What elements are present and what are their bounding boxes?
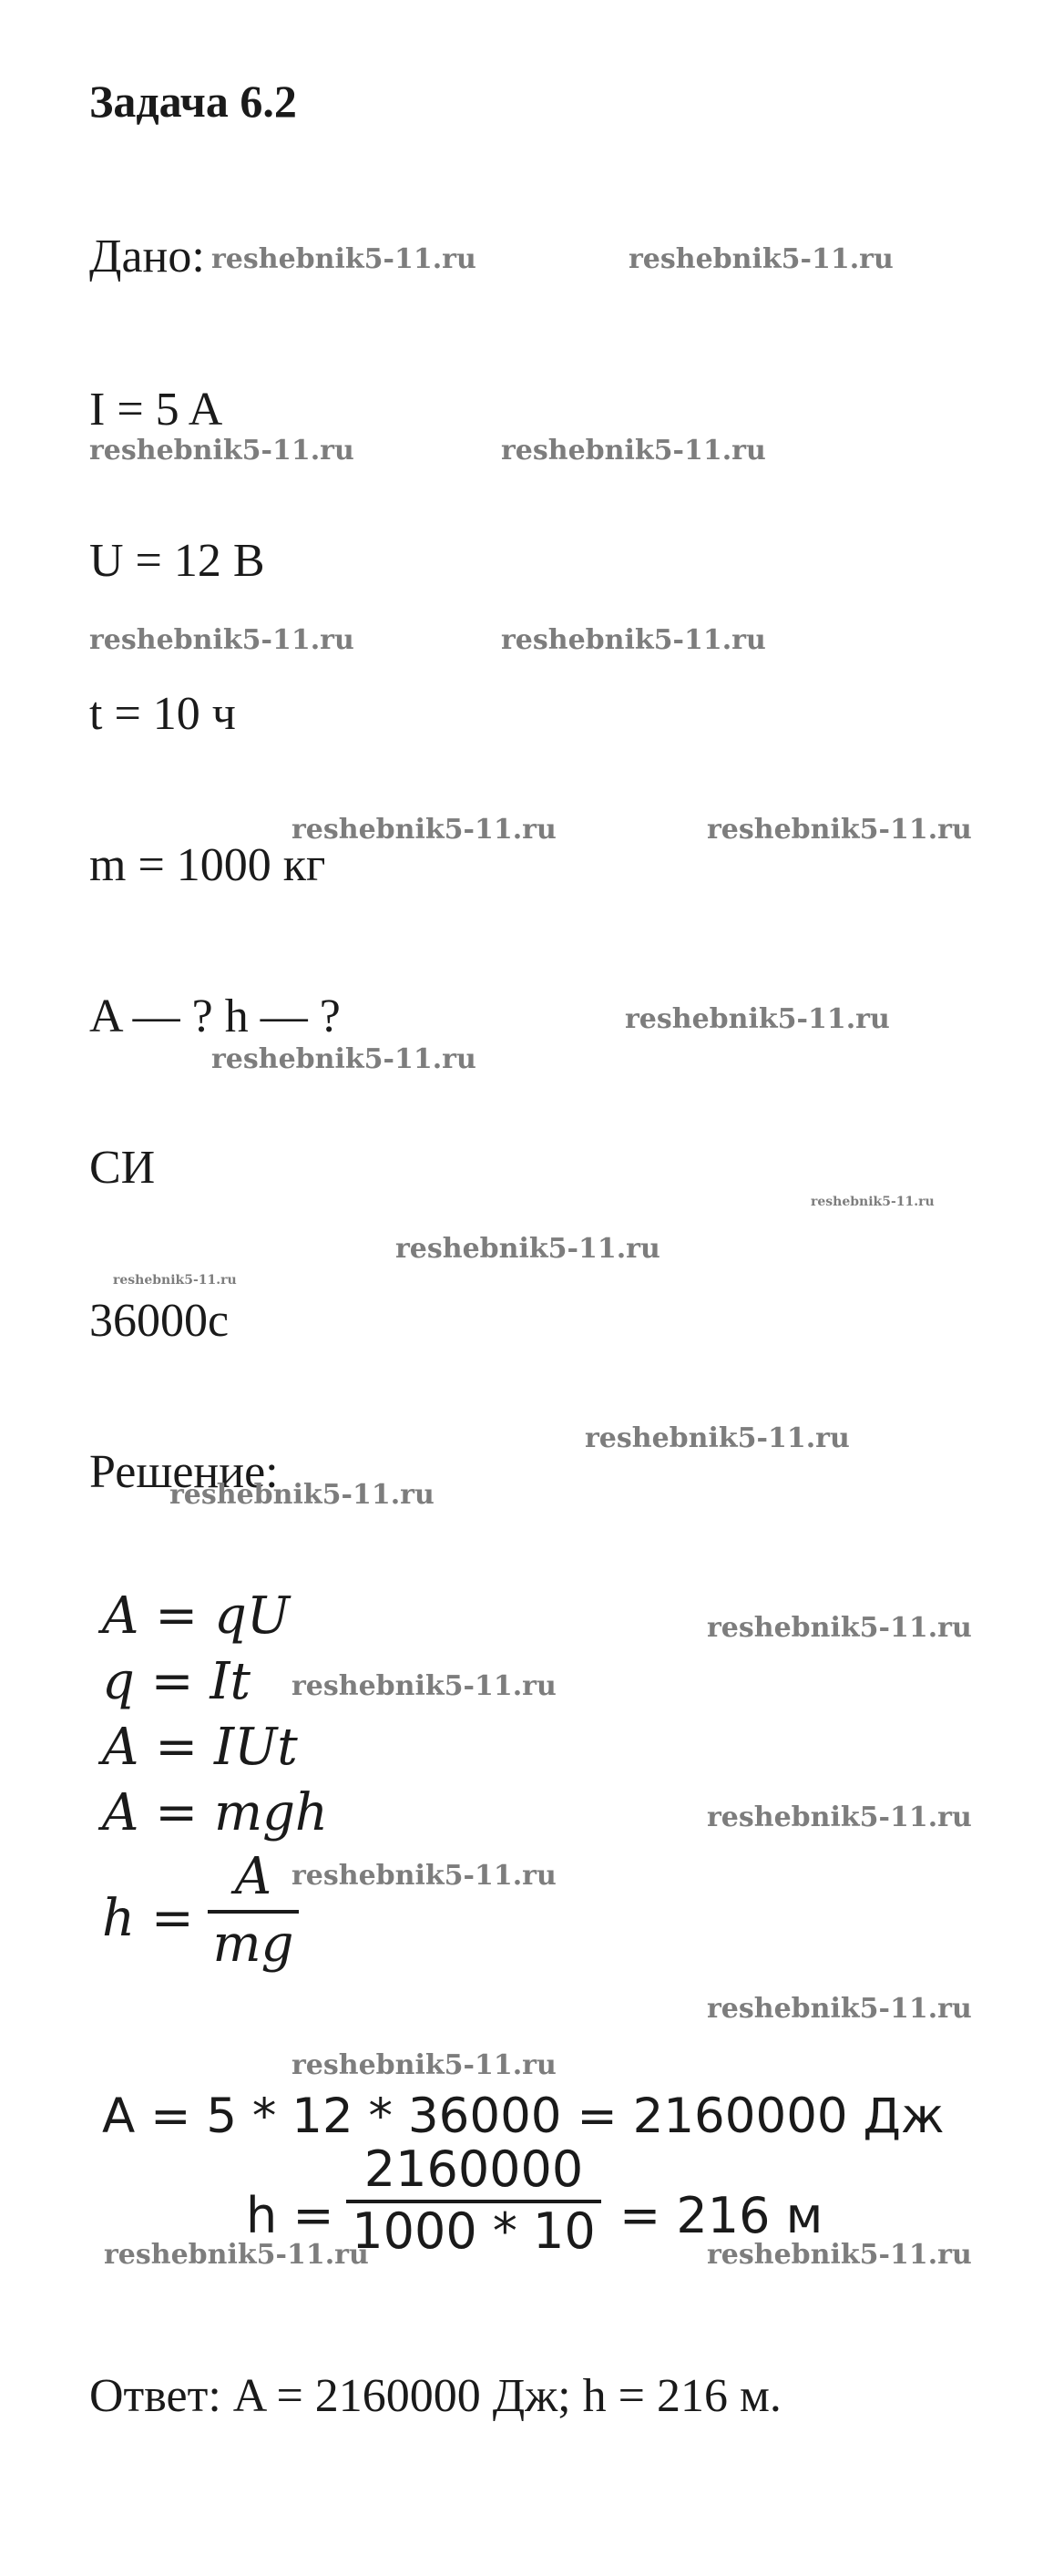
given-voltage: U = 12 B [89, 535, 265, 587]
given-current: I = 5 A [89, 384, 223, 436]
watermark: reshebnik5-11.ru [211, 1043, 476, 1075]
watermark: reshebnik5-11.ru [585, 1422, 850, 1454]
watermark: reshebnik5-11.ru [291, 1860, 557, 1892]
watermark: reshebnik5-11.ru [89, 435, 354, 467]
answer: Ответ: A = 2160000 Дж; h = 216 м. [89, 2370, 782, 2422]
watermark: reshebnik5-11.ru [625, 1003, 890, 1035]
calc-height-rhs: = 216 м [619, 2187, 823, 2244]
formula-height-fraction [208, 1847, 299, 1974]
watermark: reshebnik5-11.ru [707, 2239, 972, 2271]
si-heading: СИ [89, 1142, 156, 1194]
watermark: reshebnik5-11.ru [89, 624, 354, 656]
watermark: reshebnik5-11.ru [501, 435, 766, 467]
calc-height-fraction [346, 2145, 601, 2260]
watermark: reshebnik5-11.ru [291, 1670, 557, 1702]
si-time-value: 36000с [89, 1295, 230, 1347]
formula-charge: q = It [102, 1652, 251, 1711]
watermark: reshebnik5-11.ru [707, 814, 972, 846]
task-title: Задача 6.2 [89, 76, 297, 127]
watermark: reshebnik5-11.ru [291, 814, 557, 846]
calc-height-fraction-clip [346, 2145, 601, 2273]
watermark: reshebnik5-11.ru [629, 243, 894, 275]
watermark: reshebnik5-11.ru [291, 2049, 557, 2081]
watermark: reshebnik5-11.ru [501, 624, 766, 656]
calc-fraction-denominator: 1000 * 10 [352, 2202, 596, 2260]
fraction-numerator: A [234, 1847, 272, 1906]
calc-fraction-numerator: 2160000 [363, 2145, 584, 2198]
watermark: reshebnik5-11.ru [211, 243, 476, 275]
watermark: reshebnik5-11.ru [104, 2239, 369, 2271]
fraction-bar [208, 1910, 299, 1914]
given-mass: m = 1000 кг [89, 839, 326, 891]
formula-work-current: A = IUt [102, 1718, 298, 1777]
formula-work-charge: A = qU [102, 1586, 291, 1646]
calc-work: A = 5 * 12 * 36000 = 2160000 Дж [102, 2089, 945, 2144]
watermark: reshebnik5-11.ru [707, 1993, 972, 2025]
formula-height-lhs: h = [102, 1889, 194, 1948]
watermark: reshebnik5-11.ru [395, 1233, 660, 1265]
watermark: reshebnik5-11.ru [707, 1612, 972, 1644]
solution-heading: Решение: [89, 1446, 279, 1498]
given-heading: Дано: [89, 231, 205, 282]
fraction-denominator: mg [212, 1914, 294, 1974]
formula-work-height: A = mgh [102, 1783, 328, 1842]
find-quantities: A — ? h — ? [89, 990, 341, 1042]
given-time: t = 10 ч [89, 688, 236, 740]
watermark: reshebnik5-11.ru [113, 1273, 237, 1288]
watermark: reshebnik5-11.ru [811, 1195, 935, 1209]
watermark: reshebnik5-11.ru [169, 1479, 435, 1511]
calc-height-lhs: h = [246, 2187, 334, 2244]
watermark: reshebnik5-11.ru [707, 1801, 972, 1833]
